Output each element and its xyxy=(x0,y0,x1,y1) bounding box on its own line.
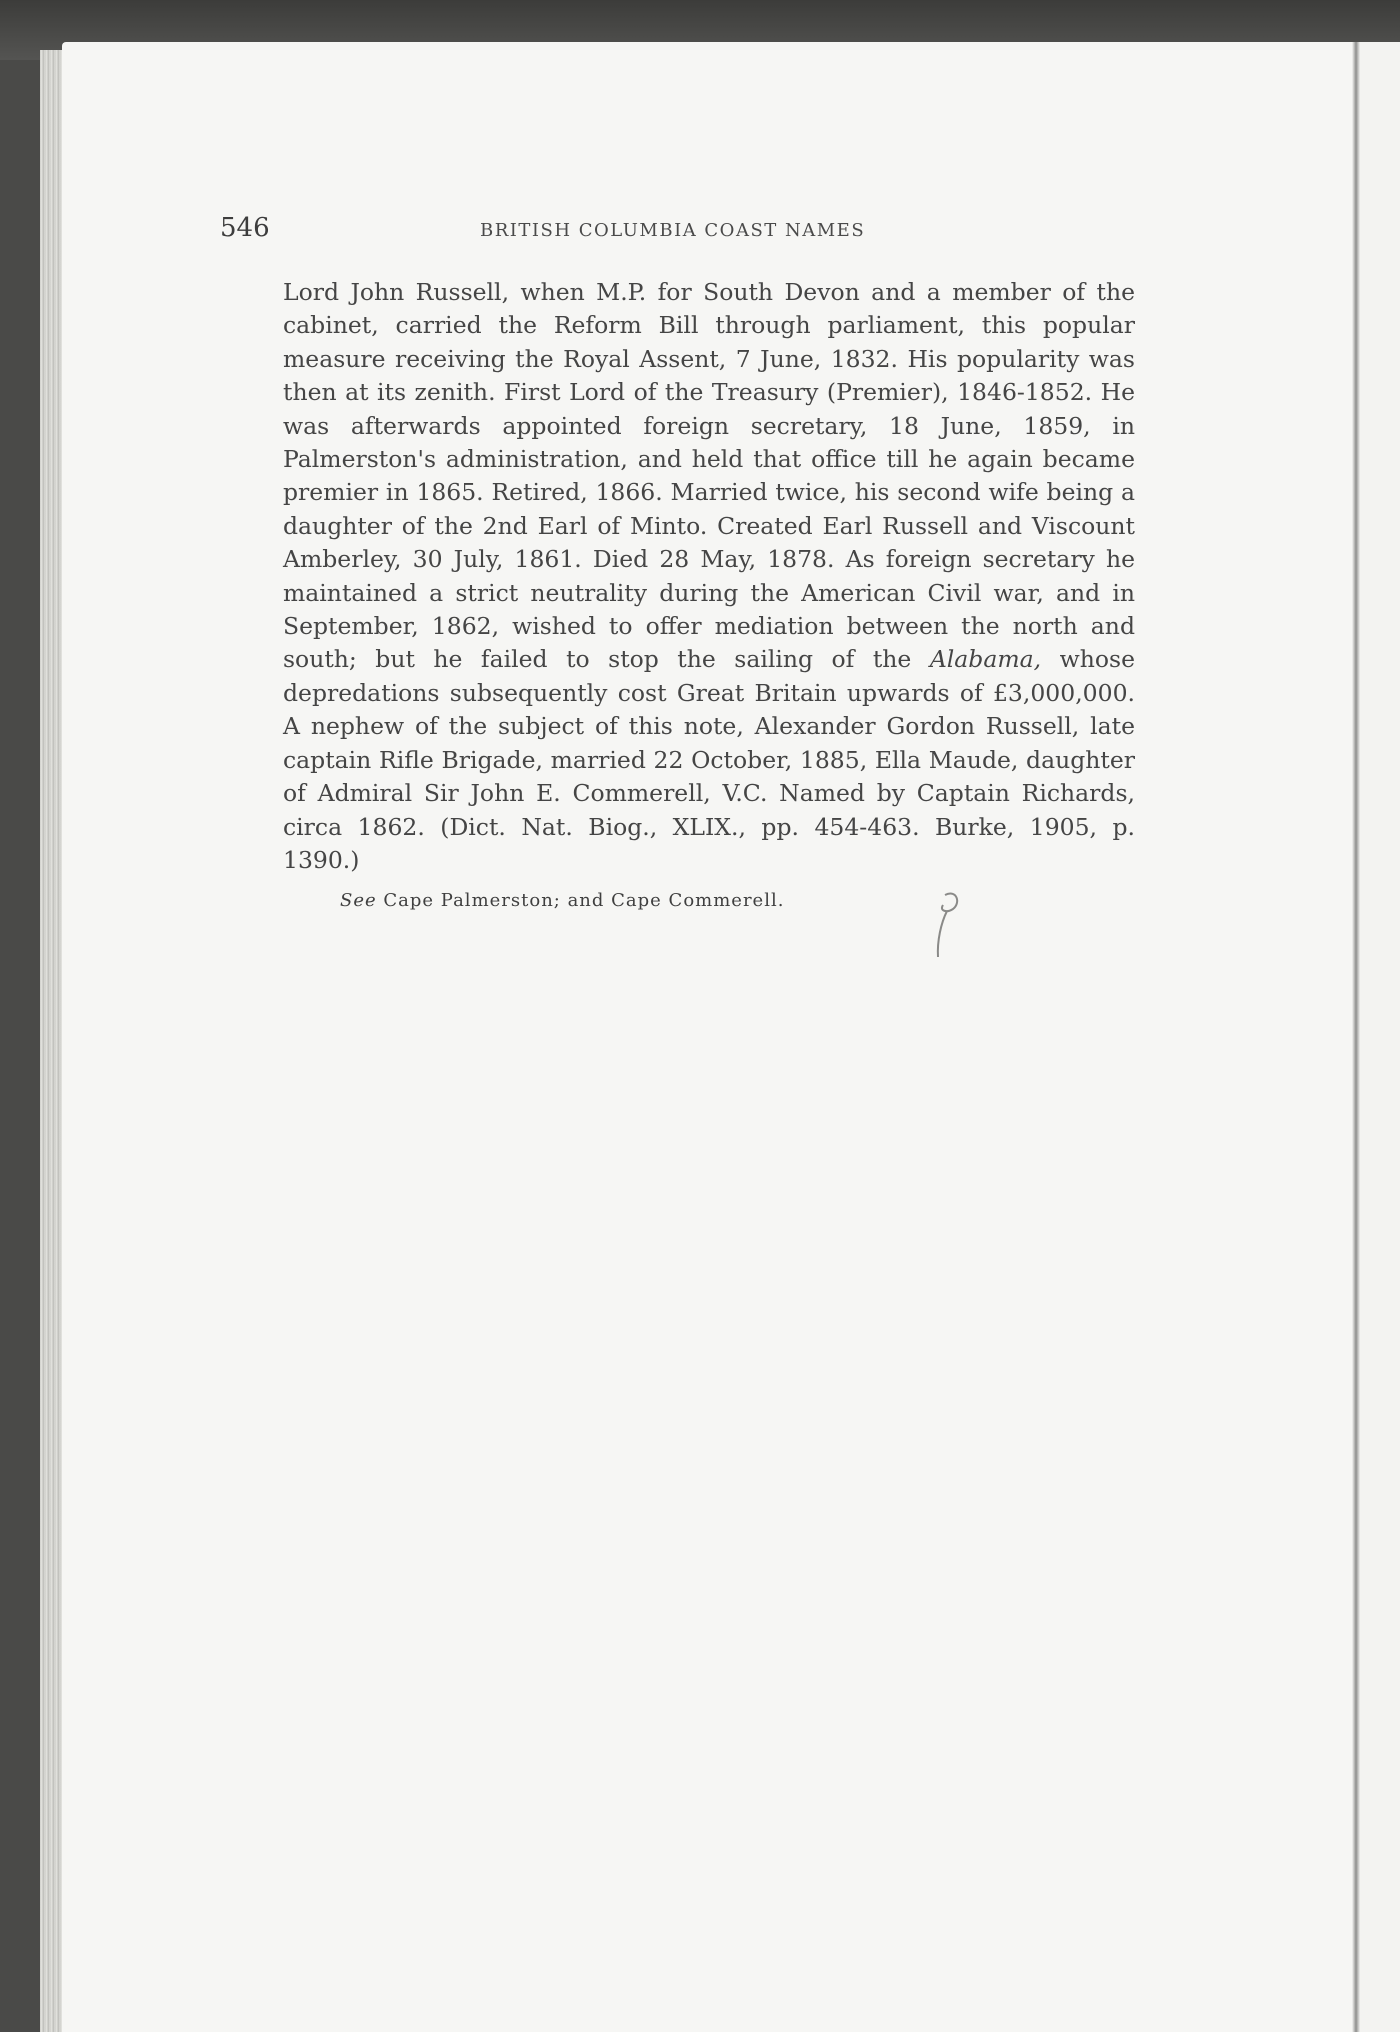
ship-name: Alabama, xyxy=(929,645,1042,674)
running-title: BRITISH COLUMBIA COAST NAMES xyxy=(480,220,866,241)
page-number: 546 xyxy=(220,213,270,243)
book-gutter xyxy=(1352,42,1360,2032)
entry-text-part-2: whose depredations subsequently cost Great Britain upwards of £3,000,000. A nephew of the subject of this note, Alexander Gordon Russell, late captain Rifle Brigade, married 22 October, 1885, Ella Maude, daughter of Admiral Sir John E. Commerell, V.C. Named by Captain Richards, circa 1862. (Dict. Nat. Biog., XLIX., pp. 454-463. Burke, 1905, p. 1390.) xyxy=(283,645,1135,874)
entry-paragraph xyxy=(283,276,1135,877)
pencil-mark-icon xyxy=(915,885,975,975)
see-label: See xyxy=(340,890,377,911)
cross-reference-targets: Cape Palmerston; and Cape Commerell. xyxy=(383,890,785,911)
cross-reference xyxy=(340,890,784,911)
facing-page-edge xyxy=(1360,42,1400,2032)
entry-text-part-1: Lord John Russell, when M.P. for South Devon and a member of the cabinet, carried the Reform Bill through parliament, this popular measure receiving the Royal Assent, 7 June, 1832. His popularity was then at its zenith. First Lord of the Treasury (Premier), 1846-1852. He was afterwards appointed foreign secretary, 18 June, 1859, in Palmerston's administration, and held that office till he again became premier in 1865. Retired, 1866. Married twice, his second wife being a daughter of the 2nd Earl of Minto. Created Earl Russell and Viscount Amberley, 30 July, 1861. Died 28 May, 1878. As foreign secretary he maintained a strict neutrality during the American Civil war, and in September, 1862, wished to offer mediation between the north and south; but he failed to stop the sailing of the xyxy=(283,278,1135,674)
